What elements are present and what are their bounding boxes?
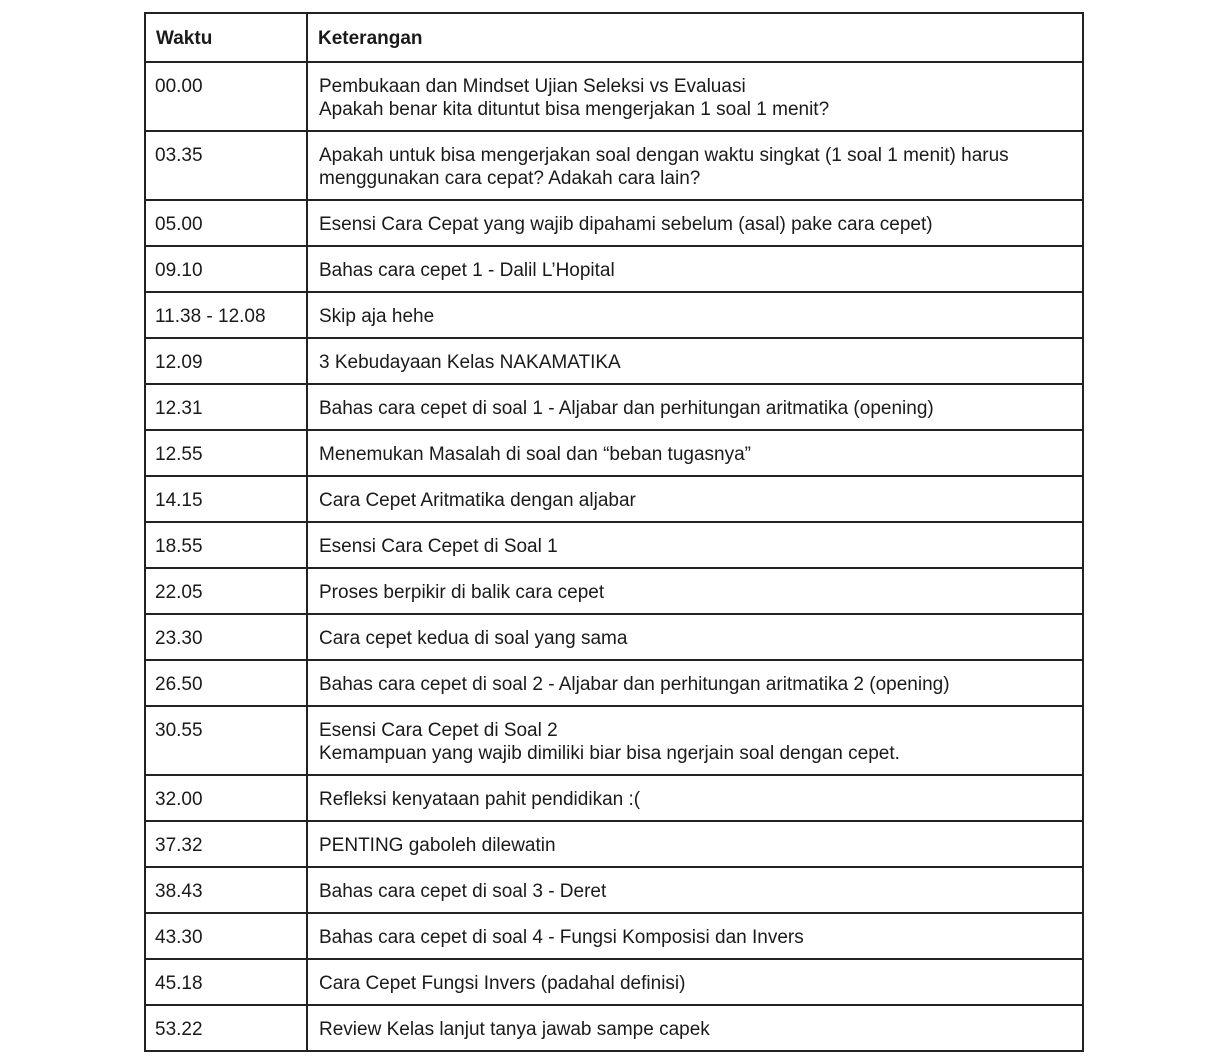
description-line: Proses berpikir di balik cara cepet xyxy=(319,582,605,603)
description-line: PENTING gaboleh dilewatin xyxy=(319,835,556,856)
time-cell: 53.22 xyxy=(145,1005,307,1051)
description-line: Bahas cara cepet di soal 4 - Fungsi Komposisi dan Invers xyxy=(319,927,804,948)
description-cell xyxy=(307,131,1083,200)
description-cell xyxy=(307,338,1083,384)
description-cell xyxy=(307,62,1083,131)
description-line: Esensi Cara Cepet di Soal 2 xyxy=(319,720,558,741)
description-line: Review Kelas lanjut tanya jawab sampe capek xyxy=(319,1019,710,1040)
time-cell: 11.38 - 12.08 xyxy=(145,292,307,338)
time-cell: 26.50 xyxy=(145,660,307,706)
header-waktu: Waktu xyxy=(145,13,307,62)
description-line: Menemukan Masalah di soal dan “beban tugasnya” xyxy=(319,444,751,465)
table-row xyxy=(145,913,1083,959)
description-line: Pembukaan dan Mindset Ujian Seleksi vs Evaluasi xyxy=(319,76,746,97)
description-cell xyxy=(307,775,1083,821)
table-row xyxy=(145,775,1083,821)
description-line: Apakah benar kita dituntut bisa mengerjakan 1 soal 1 menit? xyxy=(319,99,830,120)
header-row xyxy=(145,13,1083,62)
description-cell xyxy=(307,1005,1083,1051)
description-line: Skip aja hehe xyxy=(319,306,435,327)
description-cell xyxy=(307,867,1083,913)
description-cell xyxy=(307,706,1083,775)
description-cell xyxy=(307,430,1083,476)
description-line: Kemampuan yang wajib dimiliki biar bisa ngerjain soal dengan cepet. xyxy=(319,743,900,764)
header-keterangan: Keterangan xyxy=(307,13,1083,62)
table-row xyxy=(145,614,1083,660)
description-line: Cara cepet kedua di soal yang sama xyxy=(319,628,628,649)
description-cell xyxy=(307,660,1083,706)
table-row xyxy=(145,867,1083,913)
table-row xyxy=(145,338,1083,384)
description-cell xyxy=(307,913,1083,959)
table-row xyxy=(145,706,1083,775)
description-cell xyxy=(307,568,1083,614)
table-row xyxy=(145,384,1083,430)
time-cell: 32.00 xyxy=(145,775,307,821)
table-row xyxy=(145,200,1083,246)
time-cell: 37.32 xyxy=(145,821,307,867)
description-line: Bahas cara cepet 1 - Dalil L’Hopital xyxy=(319,260,615,281)
description-cell xyxy=(307,821,1083,867)
table-row xyxy=(145,292,1083,338)
description-line: 3 Kebudayaan Kelas NAKAMATIKA xyxy=(319,352,621,373)
description-cell xyxy=(307,959,1083,1005)
table-row xyxy=(145,430,1083,476)
description-cell xyxy=(307,200,1083,246)
description-line: Esensi Cara Cepat yang wajib dipahami sebelum (asal) pake cara cepet) xyxy=(319,214,933,235)
description-line: Esensi Cara Cepet di Soal 1 xyxy=(319,536,558,557)
time-cell: 12.09 xyxy=(145,338,307,384)
description-cell xyxy=(307,292,1083,338)
description-line: Refleksi kenyataan pahit pendidikan :( xyxy=(319,789,641,810)
table-row xyxy=(145,476,1083,522)
description-cell xyxy=(307,476,1083,522)
description-line: Cara Cepet Aritmatika dengan aljabar xyxy=(319,490,636,511)
table-row xyxy=(145,131,1083,200)
table-row xyxy=(145,1005,1083,1051)
table-row xyxy=(145,959,1083,1005)
description-line: Cara Cepet Fungsi Invers (padahal definisi) xyxy=(319,973,686,994)
table-row xyxy=(145,246,1083,292)
time-cell: 00.00 xyxy=(145,62,307,131)
table-body xyxy=(145,62,1083,1051)
table-row xyxy=(145,660,1083,706)
time-cell: 14.15 xyxy=(145,476,307,522)
description-line: Bahas cara cepet di soal 2 - Aljabar dan perhitungan aritmatika 2 (opening) xyxy=(319,674,950,695)
time-cell: 12.55 xyxy=(145,430,307,476)
time-cell: 38.43 xyxy=(145,867,307,913)
time-cell: 03.35 xyxy=(145,131,307,200)
description-line: Bahas cara cepet di soal 3 - Deret xyxy=(319,881,607,902)
time-cell: 18.55 xyxy=(145,522,307,568)
table-row xyxy=(145,821,1083,867)
description-cell xyxy=(307,384,1083,430)
description-line: Apakah untuk bisa mengerjakan soal dengan waktu singkat (1 soal 1 menit) harus xyxy=(319,145,1009,166)
description-cell xyxy=(307,614,1083,660)
time-cell: 12.31 xyxy=(145,384,307,430)
table-header xyxy=(145,13,1083,62)
description-line: Bahas cara cepet di soal 1 - Aljabar dan perhitungan aritmatika (opening) xyxy=(319,398,934,419)
time-cell: 09.10 xyxy=(145,246,307,292)
time-cell: 43.30 xyxy=(145,913,307,959)
table-row xyxy=(145,568,1083,614)
description-line: menggunakan cara cepat? Adakah cara lain? xyxy=(319,168,701,189)
time-cell: 45.18 xyxy=(145,959,307,1005)
table-row xyxy=(145,62,1083,131)
time-cell: 05.00 xyxy=(145,200,307,246)
description-cell xyxy=(307,246,1083,292)
time-cell: 22.05 xyxy=(145,568,307,614)
timeline-table xyxy=(144,12,1084,1052)
time-cell: 30.55 xyxy=(145,706,307,775)
table-row xyxy=(145,522,1083,568)
time-cell: 23.30 xyxy=(145,614,307,660)
description-cell xyxy=(307,522,1083,568)
